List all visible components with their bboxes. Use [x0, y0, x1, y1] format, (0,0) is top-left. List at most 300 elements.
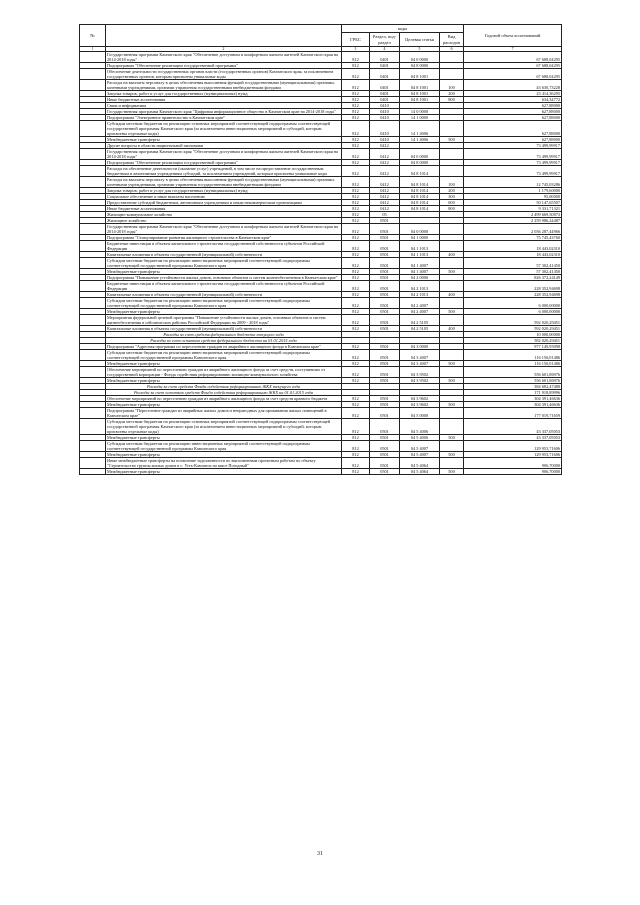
table-row [80, 367, 562, 378]
row-target-article-cell: 04 1 4007 [400, 258, 440, 269]
row-amount-cell: 826 372,24149 [464, 275, 562, 281]
row-grbs-cell: 812 [342, 188, 370, 194]
row-section-cell: 0401 [370, 97, 400, 103]
row-grbs-cell: 812 [342, 160, 370, 166]
row-grbs-cell: 812 [342, 80, 370, 91]
row-expense-type-cell: 500 [440, 361, 464, 367]
row-section-cell: 0410 [370, 121, 400, 137]
row-amount-cell: 634,34772 [464, 97, 562, 103]
row-section-cell: 0401 [370, 52, 400, 63]
table-row [80, 258, 562, 269]
row-name-cell: Обеспечение мероприятий по переселению граждан из аварийного жилищного фонда за счет средств краевого бюджета [106, 396, 342, 402]
row-grbs-cell: 812 [342, 143, 370, 149]
row-name-cell: Субсидии местным бюджетам на реализацию инвестиционных мероприятий соответствующей подпрограммы соответствующей государственной программы Камчатского края [106, 258, 342, 269]
header-codes: коды [342, 25, 464, 33]
row-name-cell: Расходы за счет средств Фонда содействия реформированию ЖКХ текущего года [106, 384, 342, 390]
row-amount-cell: 57 302,41450 [464, 258, 562, 269]
table-row [80, 315, 562, 326]
row-name-cell: Подпрограмма "Повышение устойчивости жилых домов, основных объектов и систем жизнеобеспечения в Камчатском крае" [106, 275, 342, 281]
row-amount-cell: 177 019,71659 [464, 408, 562, 419]
row-section-cell: 0501 [370, 241, 400, 252]
row-amount-cell: 384 682,47488 [464, 384, 562, 390]
row-target-article-cell: 04 3 4007 [400, 350, 440, 361]
row-amount-cell: 906,70000 [464, 469, 562, 475]
row-expense-type-cell: 600 [440, 200, 464, 206]
row-amount-cell: 556 601,86976 [464, 378, 562, 384]
row-target-article-cell: 04 8 0000 [400, 160, 440, 166]
row-amount-cell: 9 331,71321 [464, 206, 562, 212]
row-grbs-cell: 812 [342, 402, 370, 408]
row-section-cell: 0501 [370, 258, 400, 269]
row-expense-type-cell: 500 [440, 452, 464, 458]
row-amount-cell: 906,70000 [464, 458, 562, 469]
row-grbs-cell: 812 [342, 235, 370, 241]
table-row [80, 350, 562, 361]
row-number-cell [80, 367, 106, 378]
table-row [80, 224, 562, 235]
row-grbs-cell: 812 [342, 91, 370, 97]
row-expense-type-cell [440, 281, 464, 292]
row-target-article-cell: 04 2 5105 [400, 326, 440, 332]
row-section-cell: 0412 [370, 194, 400, 200]
header-name [106, 25, 342, 47]
row-name-cell: Подпрограмма "Адресная программа по переселению граждан из аварийного жилищного фонда в Камчатском крае" [106, 344, 342, 350]
row-section-cell: 0412 [370, 166, 400, 177]
row-amount-cell: 23 414,36295 [464, 91, 562, 97]
table-row [80, 177, 562, 188]
row-grbs-cell: 812 [342, 350, 370, 361]
row-section-cell: 0401 [370, 91, 400, 97]
row-section-cell: 0501 [370, 292, 400, 298]
row-grbs-cell: 812 [342, 367, 370, 378]
row-section-cell: 0412 [370, 200, 400, 206]
row-section-cell: 0501 [370, 269, 400, 275]
row-amount-cell: 10 000,00000 [464, 332, 562, 338]
row-target-article-cell: 04 2 1013 [400, 292, 440, 298]
row-name-cell: Подпрограмма "Обеспечение реализации государственной программы" [106, 63, 342, 69]
row-section-cell: 0501 [370, 469, 400, 475]
row-target-article-cell: 04 1 4007 [400, 269, 440, 275]
row-name-cell: Жилищно-коммунальное хозяйство [106, 212, 342, 218]
row-grbs-cell: 812 [342, 137, 370, 143]
row-target-article-cell: 04 5 4064 [400, 458, 440, 469]
row-name-cell: Капитальные вложения в объекты государственной (муниципальной) собственности [106, 326, 342, 332]
row-expense-type-cell: 400 [440, 252, 464, 258]
row-number-cell [80, 224, 106, 235]
row-number-cell [80, 419, 106, 435]
row-expense-type-cell: 500 [440, 402, 464, 408]
row-target-article-cell: 14 1 4006 [400, 137, 440, 143]
row-name-cell: Иные бюджетные ассигнования [106, 97, 342, 103]
header-target-article: Целевая статья [400, 33, 440, 47]
table-row [80, 298, 562, 309]
row-section-cell: 0410 [370, 115, 400, 121]
row-target-article-cell: 04 5 4006 [400, 419, 440, 435]
row-name-cell: Межбюджетные трансферты [106, 361, 342, 367]
table-row [80, 166, 562, 177]
row-name-cell: Бюджетные инвестиции в объекты капитального строительства государственной собственности субъектов Российской Федерации [106, 281, 342, 292]
row-section-cell: 0412 [370, 160, 400, 166]
row-amount-cell: 627,88000 [464, 109, 562, 115]
row-grbs-cell: 812 [342, 315, 370, 326]
row-section-cell: 0501 [370, 224, 400, 235]
row-name-cell: Государственная программа Камчатского края "Обеспечение доступным и комфортным жильем жителей Камчатского края на 2014-2018 годы" [106, 149, 342, 160]
row-number-cell [80, 258, 106, 269]
row-name-cell: Межбюджетные трансферты [106, 402, 342, 408]
table-row [80, 80, 562, 91]
row-grbs-cell: 812 [342, 258, 370, 269]
row-number-cell [80, 69, 106, 80]
row-target-article-cell: 04 0 0000 [400, 149, 440, 160]
row-target-article-cell: 04 3 4007 [400, 361, 440, 367]
row-number-cell [80, 350, 106, 361]
row-amount-cell: 57 302,41450 [464, 269, 562, 275]
row-name-cell: Государственная программа Камчатского края "Обеспечение доступным и комфортным жильем жителей Камчатского края на 2014-2018 годы" [106, 52, 342, 63]
row-expense-type-cell: 200 [440, 91, 464, 97]
row-target-article-cell: 04 2 0000 [400, 275, 440, 281]
row-grbs-cell: 812 [342, 281, 370, 292]
row-name-cell: Субсидии местным бюджетам на реализацию инвестиционных мероприятий соответствующей подпрограммы соответствующей государственной программы Камчатского края [106, 441, 342, 452]
row-name-cell: Расходы за счет остатков средств федерального бюджета на 01.01.2015 года [106, 338, 342, 344]
header-grbs: ГРБС [342, 33, 370, 47]
row-grbs-cell: 812 [342, 52, 370, 63]
row-name-cell: Государственная программа Камчатского края "Цифровая информационное общество в Камчатском крае на 2014-2018 годы" [106, 109, 342, 115]
row-expense-type-cell: 400 [440, 292, 464, 298]
row-name-cell: Социальное обеспечение и иные выплаты населению [106, 194, 342, 200]
row-grbs-cell: 812 [342, 326, 370, 332]
row-grbs-cell: 812 [342, 298, 370, 309]
row-number-cell [80, 441, 106, 452]
row-expense-type-cell [440, 350, 464, 361]
row-name-cell: Капитальные вложения в объекты государственной (муниципальной) собственности [106, 292, 342, 298]
row-grbs-cell: 812 [342, 149, 370, 160]
row-name-cell: Расходы за счет средств федерального бюджета текущего года [106, 332, 342, 338]
row-section-cell: 0501 [370, 252, 400, 258]
row-number-cell [80, 408, 106, 419]
row-target-article-cell: 04 8 1014 [400, 166, 440, 177]
row-amount-cell: 129 953,71606 [464, 441, 562, 452]
row-amount-cell: 977 149,95098 [464, 344, 562, 350]
row-grbs-cell: 812 [342, 69, 370, 80]
row-section-cell: 0501 [370, 419, 400, 435]
table-row [80, 149, 562, 160]
row-section-cell: 0412 [370, 149, 400, 160]
row-target-article-cell: 04 1 0000 [400, 235, 440, 241]
row-section-cell: 0501 [370, 344, 400, 350]
row-grbs-cell: 812 [342, 224, 370, 235]
row-section-cell: 0401 [370, 63, 400, 69]
row-amount-cell: 73 499,99917 [464, 160, 562, 166]
row-grbs-cell: 812 [342, 177, 370, 188]
row-target-article-cell: 04 8 1014 [400, 206, 440, 212]
row-expense-type-cell [440, 419, 464, 435]
row-section-cell: 0501 [370, 350, 400, 361]
row-target-article-cell: 04 5 4007 [400, 441, 440, 452]
row-name-cell: Подпрограмма "Электронное правительство в Камчатском крае" [106, 115, 342, 121]
row-expense-type-cell: 500 [440, 137, 464, 143]
row-grbs-cell: 812 [342, 103, 370, 109]
table-row [80, 121, 562, 137]
row-target-article-cell: 04 8 1001 [400, 91, 440, 97]
row-target-article-cell: 14 1 4006 [400, 121, 440, 137]
row-target-article-cell: 04 2 1013 [400, 281, 440, 292]
row-expense-type-cell [440, 166, 464, 177]
row-name-cell: Подпрограмма "Обеспечение реализации государственной программы" [106, 160, 342, 166]
row-target-article-cell: 04 2 4007 [400, 309, 440, 315]
row-amount-cell: 592 020,29451 [464, 326, 562, 332]
row-grbs-cell: 812 [342, 63, 370, 69]
row-grbs-cell: 812 [342, 452, 370, 458]
row-amount-cell: 2 499 669,50873 [464, 212, 562, 218]
row-amount-cell: 73 499,99917 [464, 143, 562, 149]
row-amount-cell: 116 156,01486 [464, 350, 562, 361]
row-expense-type-cell [440, 458, 464, 469]
row-expense-type-cell: 100 [440, 80, 464, 91]
row-amount-cell: 18 443,02310 [464, 241, 562, 252]
row-amount-cell: 6 000,00000 [464, 309, 562, 315]
row-amount-cell: 2 036 287,44966 [464, 224, 562, 235]
row-section-cell: 0501 [370, 315, 400, 326]
page-number: 31 [317, 851, 323, 857]
row-target-article-cell: 04 5 4007 [400, 452, 440, 458]
column-number: 7 [464, 47, 562, 52]
row-section-cell: 0501 [370, 441, 400, 452]
header-section: Раздел, под-раздел [370, 33, 400, 47]
row-grbs-cell: 812 [342, 378, 370, 384]
row-section-cell: 0410 [370, 109, 400, 115]
row-grbs-cell: 812 [342, 435, 370, 441]
table-row [80, 52, 562, 63]
row-expense-type-cell [440, 367, 464, 378]
row-name-cell: Межбюджетные трансферты [106, 435, 342, 441]
row-expense-type-cell: 400 [440, 326, 464, 332]
row-target-article-cell: 04 0 0000 [400, 224, 440, 235]
row-grbs-cell: 812 [342, 269, 370, 275]
row-amount-cell: 43 337,05053 [464, 419, 562, 435]
row-expense-type-cell [440, 52, 464, 63]
row-number-cell [80, 298, 106, 309]
row-name-cell: Расходы на обеспечение деятельности (оказание услуг) учреждений, в том числе на предоставление государственным бюджетным и автономным учреждениям субсидий, за исключением учреждений, которым присвоены уникальные коды [106, 166, 342, 177]
row-target-article-cell: 04 5 0000 [400, 408, 440, 419]
row-section-cell: 0501 [370, 361, 400, 367]
row-amount-cell: 304 391,46636 [464, 402, 562, 408]
row-number-cell [80, 241, 106, 252]
row-name-cell: Субсидии местным бюджетам на реализацию основных мероприятий соответствующей подпрограммы соответствующей государственной программы Камчатского края (за исключением инвестиционных мероприятий и субсидий, которым присвоены отдельные коды) [106, 419, 342, 435]
row-grbs-cell: 812 [342, 252, 370, 258]
row-grbs-cell: 812 [342, 458, 370, 469]
row-amount-cell: 1 179,60000 [464, 188, 562, 194]
row-target-article-cell: 04 3 9602 [400, 402, 440, 408]
header-expense-type: Вид расходов [440, 33, 464, 47]
row-grbs-cell: 812 [342, 200, 370, 206]
row-section-cell: 0501 [370, 298, 400, 309]
row-target-article-cell: 04 3 9502 [400, 378, 440, 384]
row-name-cell: Связь и информатика [106, 103, 342, 109]
row-expense-type-cell: 500 [440, 269, 464, 275]
row-grbs-cell: 812 [342, 194, 370, 200]
table-row [80, 441, 562, 452]
column-number: 6 [440, 47, 464, 52]
row-expense-type-cell: 500 [440, 309, 464, 315]
row-target-article-cell: 04 5 4006 [400, 435, 440, 441]
budget-table-sheet [79, 24, 561, 475]
row-amount-cell: 627,88000 [464, 137, 562, 143]
table-row [80, 419, 562, 435]
row-amount-cell: 67 688,04295 [464, 52, 562, 63]
row-expense-type-cell: 200 [440, 188, 464, 194]
row-section-cell: 0501 [370, 435, 400, 441]
row-amount-cell: 627,88000 [464, 103, 562, 109]
row-expense-type-cell [440, 224, 464, 235]
row-amount-cell: 50 147,65507 [464, 200, 562, 206]
row-expense-type-cell: 500 [440, 469, 464, 475]
row-amount-cell: 129 953,71606 [464, 452, 562, 458]
row-grbs-cell: 812 [342, 469, 370, 475]
row-target-article-cell: 14 0 0000 [400, 109, 440, 115]
row-target-article-cell: 04 8 1014 [400, 188, 440, 194]
row-section-cell: 0501 [370, 218, 400, 224]
table-row [80, 69, 562, 80]
row-number-cell [80, 52, 106, 63]
row-amount-cell: 6 000,00000 [464, 298, 562, 309]
table-row [80, 469, 562, 475]
row-name-cell: Обеспечение мероприятий по переселению граждан из аварийного жилищного фонда за счет средств, поступивших от государственной корпорации - Фонда содействия реформированию жилищно-коммунального хозяйства [106, 367, 342, 378]
table-row [80, 408, 562, 419]
row-amount-cell: 627,88000 [464, 121, 562, 137]
table-row [80, 241, 562, 252]
row-section-cell: 0501 [370, 402, 400, 408]
row-expense-type-cell [440, 69, 464, 80]
row-section-cell: 0401 [370, 80, 400, 91]
row-section-cell: 0501 [370, 367, 400, 378]
row-target-article-cell: 04 8 1001 [400, 97, 440, 103]
row-section-cell: 0501 [370, 458, 400, 469]
row-amount-cell: 75 745,43760 [464, 235, 562, 241]
row-expense-type-cell: 300 [440, 194, 464, 200]
row-section-cell: 0501 [370, 452, 400, 458]
row-name-cell: Иные межбюджетные трансферты на погашение задолженности по выполненным проектным работам по объекту "Строительство группы жилых домов в с. Усть-Камчатск на мысе Погодный" [106, 458, 342, 469]
row-grbs-cell: 812 [342, 218, 370, 224]
row-name-cell: Капитальные вложения в объекты государственной (муниципальной) собственности [106, 252, 342, 258]
row-amount-cell: 304 391,46636 [464, 396, 562, 402]
row-amount-cell: 228 352,94698 [464, 281, 562, 292]
row-expense-type-cell: 500 [440, 435, 464, 441]
row-name-cell: Жилищное хозяйство [106, 218, 342, 224]
row-amount-cell: 2 259 986,24487 [464, 218, 562, 224]
row-number-cell [80, 149, 106, 160]
table-row [80, 458, 562, 469]
row-expense-type-cell: 100 [440, 177, 464, 188]
row-section-cell: 0410 [370, 137, 400, 143]
row-target-article-cell: 04 1 1013 [400, 252, 440, 258]
row-target-article-cell: 04 8 1014 [400, 177, 440, 188]
row-amount-cell: 171 918,89996 [464, 390, 562, 396]
row-section-cell: 0412 [370, 188, 400, 194]
row-expense-type-cell [440, 408, 464, 419]
row-expense-type-cell [440, 258, 464, 269]
row-target-article-cell: 04 3 9602 [400, 396, 440, 402]
column-number: 3 [342, 47, 370, 52]
row-number-cell [80, 177, 106, 188]
row-amount-cell: 43 630,73228 [464, 80, 562, 91]
header-number: № [80, 25, 106, 47]
row-grbs-cell: 812 [342, 97, 370, 103]
row-name-cell: Межбюджетные трансферты [106, 469, 342, 475]
header-annual-volume: Годовой объем ассигнований [464, 25, 562, 47]
row-amount-cell: 73 499,99917 [464, 166, 562, 177]
row-name-cell: Межбюджетные трансферты [106, 309, 342, 315]
row-section-cell: 0501 [370, 275, 400, 281]
row-amount-cell: 67 688,04295 [464, 69, 562, 80]
row-number-cell [80, 458, 106, 469]
row-target-article-cell: 14 1 0000 [400, 115, 440, 121]
row-name-cell: Субсидии местным бюджетам на реализацию инвестиционных мероприятий соответствующей подпрограммы соответствующей государственной программы Камчатского края [106, 298, 342, 309]
row-name-cell: Межбюджетные трансферты [106, 269, 342, 275]
row-amount-cell: 582 020,29451 [464, 338, 562, 344]
row-expense-type-cell: 800 [440, 206, 464, 212]
row-grbs-cell: 812 [342, 121, 370, 137]
row-name-cell: Закупка товаров, работ и услуг для государственных (муниципальных) нужд [106, 188, 342, 194]
row-name-cell: Обеспечение деятельности государственных органов власти (государственных органов) Камчатского края, за исключением государственных органов, которым присвоены уникальные коды [106, 69, 342, 80]
row-name-cell: Закупка товаров, работ и услуг для государственных (муниципальных) нужд [106, 91, 342, 97]
row-name-cell: Межбюджетные трансферты [106, 378, 342, 384]
row-name-cell: Бюджетные инвестиции в объекты капитального строительства государственной собственности субъектов Российской Федерации [106, 241, 342, 252]
row-section-cell: 0501 [370, 396, 400, 402]
row-grbs-cell: 812 [342, 292, 370, 298]
row-grbs-cell: 812 [342, 361, 370, 367]
column-number: 4 [370, 47, 400, 52]
row-target-article-cell: 04 0 0000 [400, 52, 440, 63]
row-section-cell: 0501 [370, 281, 400, 292]
row-grbs-cell: 812 [342, 344, 370, 350]
table-row [80, 281, 562, 292]
row-amount-cell: 18 443,02310 [464, 252, 562, 258]
row-grbs-cell: 812 [342, 441, 370, 452]
row-name-cell: Другие вопросы в области национальной экономики [106, 143, 342, 149]
row-section-cell: 0410 [370, 103, 400, 109]
row-name-cell: Подпрограмма "Стимулирование развития жилищного строительства в Камчатском крае" [106, 235, 342, 241]
row-grbs-cell: 812 [342, 241, 370, 252]
row-target-article-cell: 04 1 1013 [400, 241, 440, 252]
row-number-cell [80, 121, 106, 137]
row-section-cell: 05 [370, 212, 400, 218]
row-target-article-cell: 04 8 1014 [400, 200, 440, 206]
row-number-cell [80, 281, 106, 292]
column-number: 1 [80, 47, 106, 52]
row-amount-cell: 116 156,01486 [464, 361, 562, 367]
row-amount-cell: 592 020,29451 [464, 315, 562, 326]
row-section-cell: 0412 [370, 143, 400, 149]
row-section-cell: 0501 [370, 309, 400, 315]
row-amount-cell: 627,88000 [464, 115, 562, 121]
row-name-cell: Субсидии местным бюджетам на реализацию инвестиционных мероприятий соответствующей подпрограммы соответствующей государственной программы Камчатского края [106, 350, 342, 361]
row-expense-type-cell [440, 121, 464, 137]
row-name-cell: Подпрограмма "Переселение граждан из аварийных жилых домов и непригодных для проживания жилых помещений в Камчатском крае" [106, 408, 342, 419]
row-name-cell: Расходы за счет остатков средств Фонда содействия реформированию ЖКХ на 01.01.2015 года [106, 390, 342, 396]
row-target-article-cell: 04 5 4064 [400, 469, 440, 475]
row-amount-cell: 95,00000 [464, 194, 562, 200]
row-grbs-cell: 812 [342, 109, 370, 115]
row-name-cell: Иные бюджетные ассигнования [106, 206, 342, 212]
row-expense-type-cell [440, 149, 464, 160]
row-name-cell: Расходы на выплаты персоналу в целях обеспечения выполнения функций государственными (муниципальными) органами, казенными учреждениями, органами управления государственными внебюджетными фондами [106, 177, 342, 188]
row-grbs-cell: 812 [342, 212, 370, 218]
row-expense-type-cell [440, 441, 464, 452]
row-number-cell [80, 80, 106, 91]
row-number-cell [80, 315, 106, 326]
row-amount-cell: 67 688,04295 [464, 63, 562, 69]
row-number-cell [80, 166, 106, 177]
